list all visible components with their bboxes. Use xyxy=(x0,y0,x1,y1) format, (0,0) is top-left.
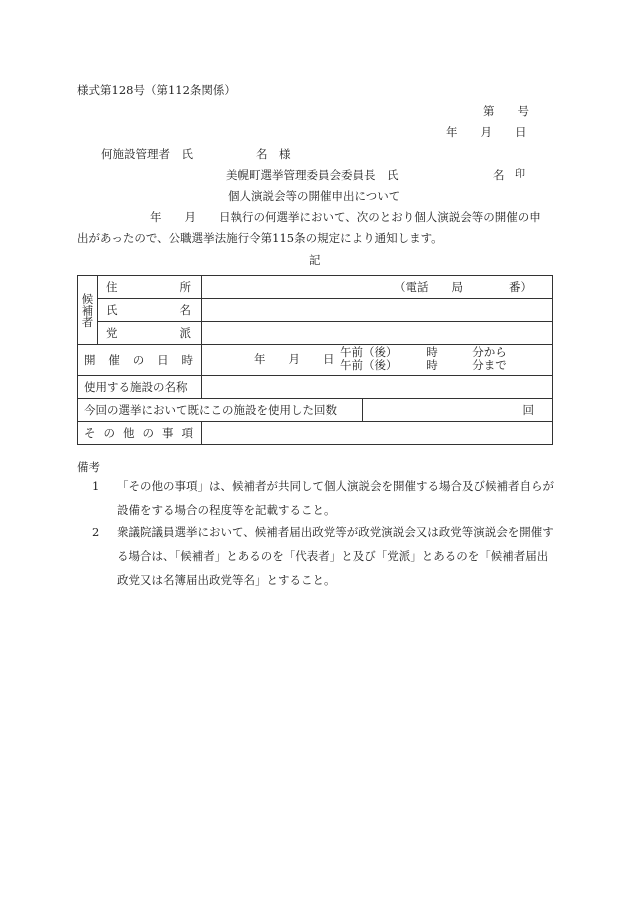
party-value[interactable] xyxy=(202,322,553,345)
remark-text-1: 「その他の事項」は、候補者が共同して個人演説会を開催する場合及び候補者自らが設備をする場合の程度等を記載すること。 xyxy=(117,479,554,517)
count-label-cell xyxy=(78,399,363,422)
remark-text-2: 衆議院議員選挙において、候補者届出政党等が政党演説会又は政党等演説会を開催する場合は、「候補者」とあるのを「代表者」と及び「党派」とあるのを「候補者届出政党又は名簿届出政党等名」とすること。 xyxy=(117,525,554,587)
form-number: 様式第128号（第112条関係） xyxy=(77,83,236,97)
other-label-char-4: の xyxy=(142,425,154,440)
date-label-char-5: 時 xyxy=(181,352,193,367)
document-number: 第 号 xyxy=(483,104,529,118)
notification-table xyxy=(77,275,553,445)
name-label-cell xyxy=(98,299,202,322)
date-label-char-2: 催 xyxy=(108,352,120,367)
other-label-char-6: 項 xyxy=(181,425,193,440)
date-row xyxy=(78,345,553,376)
party-label-cell xyxy=(98,322,202,345)
other-row xyxy=(78,422,553,445)
address-value[interactable] xyxy=(202,276,553,299)
remark-number-2: 2 xyxy=(92,525,100,539)
facility-label-cell xyxy=(78,376,202,399)
name-row xyxy=(78,299,553,322)
remark-number-1: 1 xyxy=(92,479,100,493)
remarks-title: 備考 xyxy=(77,460,100,474)
candidate-label-cell xyxy=(78,276,98,345)
body-line-2: 出があったので、公職選挙法施行令第115条の規定により通知します。 xyxy=(77,231,443,245)
date-label-char-3: の xyxy=(132,352,145,367)
name-label-char-2: 名 xyxy=(179,302,191,317)
count-unit: 回 xyxy=(522,402,534,417)
address-row xyxy=(78,276,553,299)
date-label-char-1: 開 xyxy=(84,352,96,367)
remark-item-1 xyxy=(92,474,557,522)
address-label-char-2: 所 xyxy=(179,279,191,294)
count-value[interactable] xyxy=(363,399,553,422)
other-value[interactable] xyxy=(202,422,553,445)
facility-value[interactable] xyxy=(202,376,553,399)
subject-line: 個人演説会等の開催申出について xyxy=(228,189,401,203)
party-row xyxy=(78,322,553,345)
count-label: 今回の選挙において既にこの施設を使用した回数 xyxy=(84,402,337,417)
addressee-manager: 何施設管理者 氏 xyxy=(101,147,193,161)
name-value[interactable] xyxy=(202,299,553,322)
phone-placeholder: （電話 局 番） xyxy=(394,279,532,294)
date-label-char-4: 日 xyxy=(157,352,169,367)
party-label-char-2: 派 xyxy=(179,325,191,340)
other-label-char-5: 事 xyxy=(162,425,174,440)
party-label-char-1: 党 xyxy=(106,325,118,340)
date-label-cell xyxy=(78,345,202,376)
ki-heading: 記 xyxy=(309,253,321,267)
address-label-char-1: 住 xyxy=(106,279,118,294)
facility-row xyxy=(78,376,553,399)
other-label-cell xyxy=(78,422,202,445)
name-label-char-1: 氏 xyxy=(106,302,118,317)
date-ymd: 年 月 日 xyxy=(254,352,335,366)
address-label-cell xyxy=(98,276,202,299)
time-from: 午前（後） 時 分から xyxy=(340,345,507,359)
issue-date: 年 月 日 xyxy=(446,125,527,139)
sender-title: 美幌町選挙管理委員会委員長 氏 xyxy=(226,168,399,182)
sender-name-label: 名 xyxy=(493,168,505,182)
other-label-char-3: 他 xyxy=(123,425,135,440)
other-label-char-2: の xyxy=(103,425,115,440)
facility-label: 使用する施設の名称 xyxy=(84,379,188,394)
remark-item-2 xyxy=(92,520,557,592)
time-to: 午前（後） 時 分まで xyxy=(340,358,507,372)
date-value[interactable] xyxy=(202,345,553,376)
body-line-1: 年 月 日執行の何選挙において、次のとおり個人演説会等の開催の申 xyxy=(150,210,541,224)
count-row xyxy=(78,399,553,422)
seal-mark: 印 xyxy=(515,169,525,180)
other-label-char-1: そ xyxy=(84,425,96,440)
addressee-name-label: 名 様 xyxy=(256,147,291,161)
candidate-label: 候補者 xyxy=(80,292,95,328)
